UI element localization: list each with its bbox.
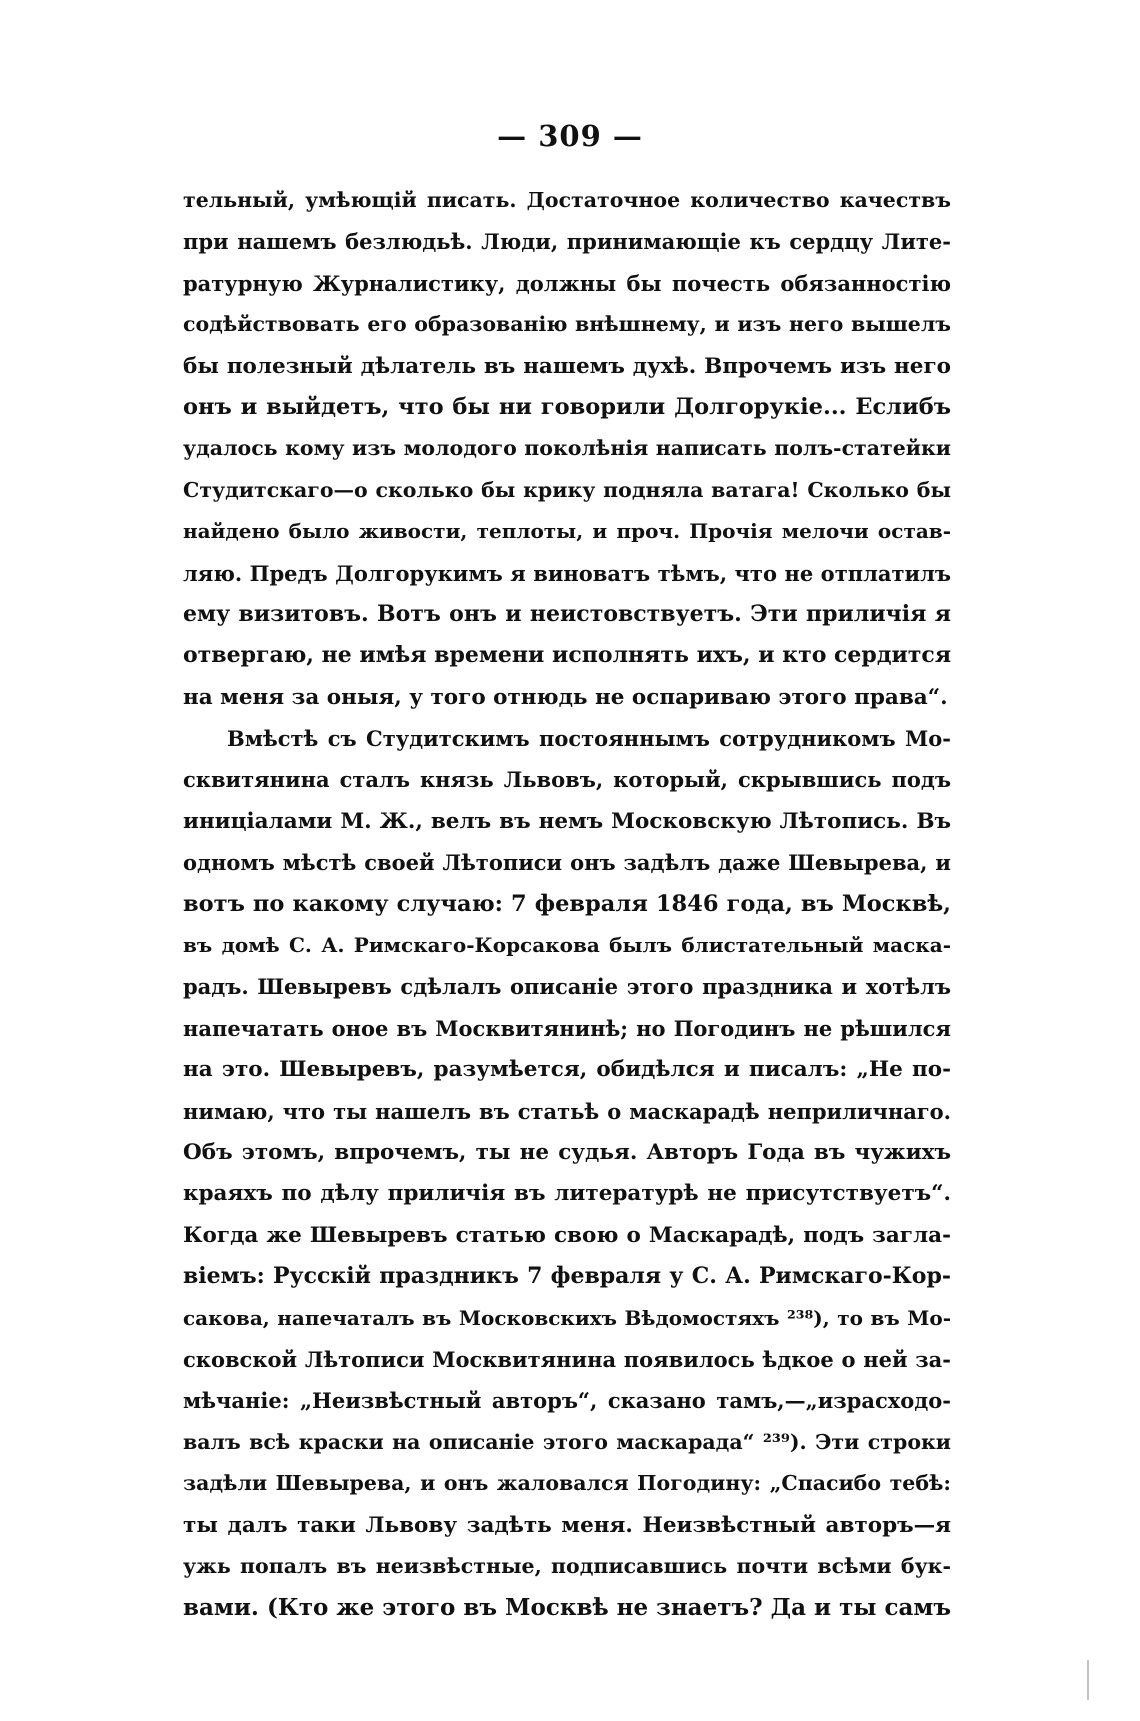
text-line: задѣли Шевырева, и онъ жаловался Погодину: „Спасибо тебѣ: (183, 1471, 951, 1496)
text-line: Студитскаго—о сколько бы крику подняла ватага! Сколько бы (183, 477, 951, 502)
text-line: напечатать оное въ Москвитянинѣ; но Погодинъ не рѣшился (183, 1015, 951, 1041)
text-line: иниціалами М. Ж., велъ въ немъ Московскую Лѣтопись. Въ (183, 808, 951, 834)
text-line: на меня за оныя, у того отнюдь не оспариваю этого права“. (183, 684, 948, 710)
text-line: при нашемъ безлюдьѣ. Люди, принимающіе къ сердцу Лите- (183, 229, 951, 255)
text-line: бы полезный дѣлатель въ нашемъ духѣ. Впрочемъ изъ него (183, 353, 951, 379)
text-line: содѣйствовать его образованію внѣшнему, и изъ него вышелъ (183, 312, 951, 337)
text-line: Объ этомъ, впрочемъ, ты не судья. Авторъ Года въ чужихъ (183, 1139, 951, 1165)
text-line: Когда же Шевыревъ статью свою о Маскарадѣ, подъ загла- (183, 1222, 951, 1248)
text-line: отвергаю, не имѣя времени исполнять ихъ, и кто сердится (183, 642, 952, 669)
text-line: на это. Шевыревъ, разумѣется, обидѣлся и писалъ: „Не по- (183, 1057, 951, 1083)
text-line: ужь попалъ въ неизвѣстные, подписавшись почти всѣми бук- (183, 1553, 951, 1578)
text-line: нимаю, что ты нашелъ въ статьѣ о маскарадѣ неприличнаго. (183, 1098, 951, 1124)
text-line: віемъ: Русскій праздникъ 7 февраля у С. А. Римскаго-Кор- (183, 1263, 951, 1290)
text-line: мѣчаніе: „Неизвѣстный авторъ“, сказано тамъ,—„израсходо- (183, 1388, 951, 1414)
text-line: радъ. Шевыревъ сдѣлалъ описаніе этого праздника и хотѣлъ (183, 974, 951, 1000)
body-text (183, 180, 951, 1629)
text-line: ему визитовъ. Вотъ онъ и неистовствуетъ. Эти приличія я (183, 600, 951, 627)
text-line: найдено было живости, теплоты, и проч. Прочія мелочи остав- (183, 519, 951, 544)
text-line: тельный, умѣющій писать. Достаточное количество качествъ (183, 188, 951, 212)
paragraph-first-line: Вмѣстѣ съ Студитскимъ постояннымъ сотрудникомъ Мо- (227, 726, 951, 752)
text-line: сакова, напечаталъ въ Московскихъ Вѣдомостяхъ ²³⁸), то въ Мо- (183, 1305, 951, 1330)
text-line: ратурную Журналистику, должны бы почесть обязанностію (183, 270, 951, 296)
text-line: вотъ по какому случаю: 7 февраля 1846 года, въ Москвѣ, (183, 890, 951, 917)
text-line: вами. (Кто же этого въ Москвѣ не знаетъ? Да и ты самъ (183, 1594, 951, 1622)
page-number: — 309 — (497, 119, 643, 153)
text-line: ты далъ таки Львову задѣть меня. Неизвѣстный авторъ—я (183, 1512, 951, 1538)
text-line: краяхъ по дѣлу приличія въ литературѣ не присутствуетъ“. (183, 1181, 951, 1207)
text-line: сквитянина сталъ князь Львовъ, который, скрывшись подъ (183, 767, 951, 793)
text-line: валъ всѣ краски на описаніе этого маскарада“ ²³⁹). Эти строки (183, 1429, 951, 1454)
text-line: онъ и выйдетъ, что бы ни говорили Долгорукіе... Еслибъ (183, 393, 951, 420)
text-line: сковской Лѣтописи Москвитянина появилось ѣдкое о ней за- (183, 1346, 951, 1372)
text-line: въ домѣ С. А. Римскаго-Корсакова былъ блистательный маска- (183, 933, 951, 958)
scan-artifact-mark (1087, 1660, 1089, 1700)
text-line: удалось кому изъ молодого поколѣнія написать полъ-статейки (183, 436, 951, 461)
text-line: ляю. Предъ Долгорукимъ я виноватъ тѣмъ, что не отплатилъ (183, 560, 951, 586)
text-line: одномъ мѣстѣ своей Лѣтописи онъ задѣлъ даже Шевырева, и (183, 850, 951, 876)
